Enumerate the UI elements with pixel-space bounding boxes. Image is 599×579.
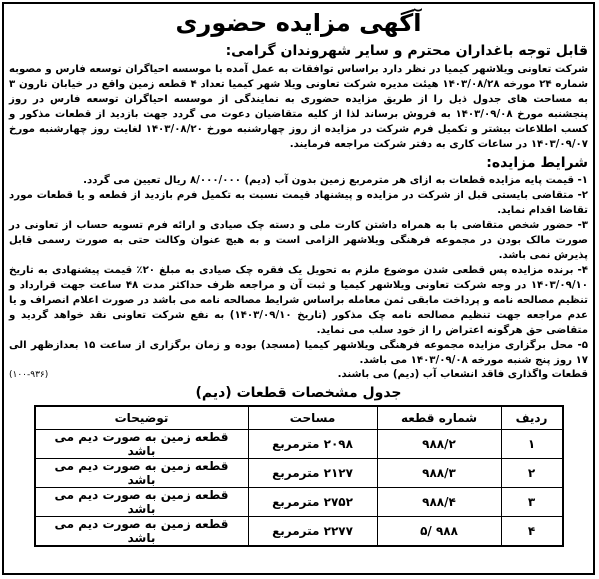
cell-area: ۲۲۷۷ مترمربع <box>248 517 377 547</box>
cell-area: ۲۷۵۲ مترمربع <box>248 488 377 517</box>
table-row <box>35 430 563 459</box>
cell-area: ۲۰۹۸ مترمربع <box>248 430 377 459</box>
header-area: مساحت <box>248 406 377 430</box>
table-title: جدول مشخصات قطعات (دیم) <box>195 385 402 401</box>
condition-item: ۴- برنده مزایده پس قطعی شدن موضوع ملزم به تحویل یک فقره چک صیادی به مبلغ ۲۰٪ قیمت پیشنهادی به تاریخ ۱۴۰۳/۰۹/۱۰ در وجه شرکت تعاونی ویلاشهر کیمیا و ثبت آن و مراجعه ظرف حداکثر مدت ۴۸ ساعت جهت قرارداد و تنظیم مصالحه نامه و پرداخت مابقی ثمن معامله براساس شرایط مصالحه نامه می باشد در صورت اعلام انصراف و یا عدم مراجعه جهت تنظیم مصالحه نامه چک مذکور (تاریخ ۱۴۰۳/۰۹/۱۰) به نفع شرکت تعاونی نقد خواهد گردید و متقاضی حق هرگونه اعتراض را از خود سلب می نماید. <box>9 265 588 336</box>
cell-index: ۱ <box>501 430 563 459</box>
cell-description: قطعه زمین به صورت دیم می باشد <box>35 517 249 547</box>
cell-description: قطعه زمین به صورت دیم می باشد <box>35 459 249 488</box>
condition-item: ۱- قیمت پایه مزایده قطعات به ازای هر مترمربع زمین بدون آب (دیم) ۸/۰۰۰/۰۰۰ ریال تعیین می گردد. <box>83 175 588 186</box>
lots-table <box>34 405 564 547</box>
table-row <box>35 517 563 547</box>
cell-lot-number: ۹۸۸/۳ <box>377 459 501 488</box>
cell-lot-number: ۹۸۸/۲ <box>377 430 501 459</box>
condition-item: ۲- متقاضی بایستی قبل از شرکت در مزایده و پیشنهاد قیمت نسبت به تکمیل فرم بازدید از قطعه و یا قطعات مورد تقاضا اقدام نماید. <box>9 190 588 216</box>
condition-item: ۵- محل برگزاری مزایده مجموعه فرهنگی ویلاشهر کیمیا (مسجد) بوده و زمان برگزاری از ساعت ۱۵ بعدازظهر الی ۱۷ روز پنج شنبه مورخه ۱۴۰۳/۰۹/۰۸ می باشد. <box>9 340 588 366</box>
table-header-row <box>35 406 563 430</box>
ad-code: (۱۰۰-۹۳۶) <box>9 370 49 380</box>
header-description: توضیحات <box>35 406 249 430</box>
header-index: ردیف <box>501 406 563 430</box>
table-row <box>35 488 563 517</box>
notice-title: آگهی مزایده حضوری <box>175 9 422 37</box>
header-lot-number: شماره قطعه <box>377 406 501 430</box>
notice-frame <box>2 2 595 575</box>
table-row <box>35 459 563 488</box>
conditions-heading: شرایط مزایده: <box>486 155 588 171</box>
cell-description: قطعه زمین به صورت دیم می باشد <box>35 430 249 459</box>
greeting: قابل توجه باغداران محترم و سایر شهروندان گرامی: <box>225 43 588 59</box>
cell-description: قطعه زمین به صورت دیم می باشد <box>35 488 249 517</box>
note-row <box>9 368 588 382</box>
cell-lot-number: ۹۸۸/۴ <box>377 488 501 517</box>
condition-item: ۳- حضور شخص متقاضی با به همراه داشتن کارت ملی و دسته چک صیادی و ارائه فرم تسویه حساب از تعاونی در صورت مالک بودن در مجموعه فرهنگی ویلاشهر الزامی است و به هیچ عنوان وکالت حتی به صورت رسمی قابل پذیرش نمی باشد. <box>9 220 588 261</box>
intro-paragraph: شرکت تعاونی ویلاشهر کیمیا در نظر دارد براساس توافقات به عمل آمده با موسسه احیاگران توسعه فارس و مصوبه شماره ۲۴ مورخه ۱۴۰۳/۰۸/۲۸ هیئت مدیره شرکت تعاونی ویلا شهر کیمیا تعداد ۴ قطعه زمین واقع در خیابان نارون ۳ به مساحت های جدول ذیل را از طریق مزایده حضوری به نمایندگی از موسسه احیاگران توسعه فارس در روز پنجشنبه مورخ ۱۴۰۳/۰۹/۰۸ به فروش برساند لذا از کلیه متقاضیان دعوت می گردد جهت بازدید از قطعات مذکور و کسب اطلاعات بیشتر و تکمیل فرم شرکت در مزایده از روز چهارشنبه مورخ ۱۴۰۳/۰۸/۲۰ لغایت روز چهارشنبه مورخ ۱۴۰۳/۰۹/۰۷ در ساعات کاری به دفتر شرکت مراجعه فرمایند. <box>9 64 588 150</box>
cell-index: ۳ <box>501 488 563 517</box>
water-note: قطعات واگذاری فاقد انشعاب آب (دیم) می باشند. <box>337 369 588 380</box>
cell-lot-number: ۹۸۸ /۵ <box>377 517 501 547</box>
cell-index: ۲ <box>501 459 563 488</box>
cell-area: ۲۱۲۷ مترمربع <box>248 459 377 488</box>
cell-index: ۴ <box>501 517 563 547</box>
